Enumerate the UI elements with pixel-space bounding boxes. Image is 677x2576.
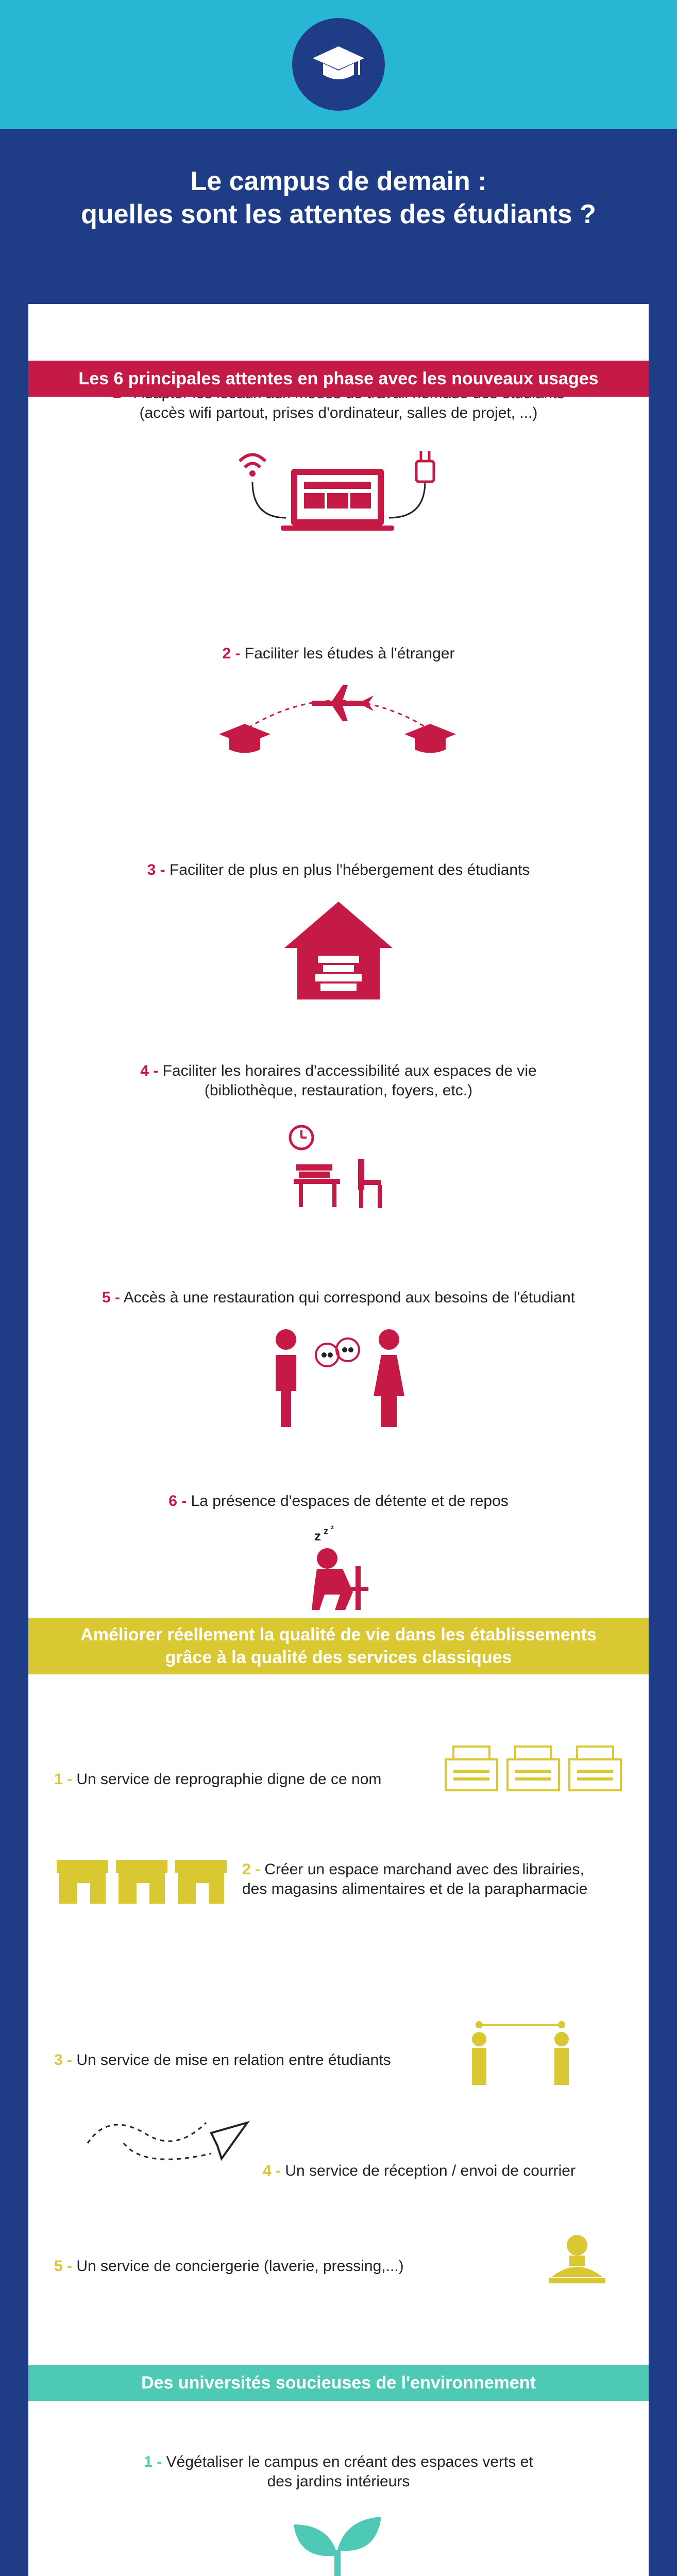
s1-item-2: 2 - Faciliter les études à l'étranger [222, 645, 455, 662]
svg-text:z: z [314, 1528, 321, 1544]
graduation-cap-icon [310, 44, 367, 85]
s2-item-4: 4 - Un service de réception / envoi de courrier [263, 2162, 576, 2179]
title-line-2: quelles sont les attentes des étudiants ? [81, 199, 596, 229]
shops-icon [54, 1855, 229, 1906]
people-talking-icon [270, 1324, 404, 1432]
section-2-header: Améliorer réellement la qualité de vie dans les établissements grâce à la qualité des services classiques [28, 1618, 649, 1674]
plane-graduation-caps-icon [188, 680, 487, 768]
connected-people-icon [464, 2020, 577, 2087]
right-border [649, 129, 677, 2576]
sprout-icon [289, 2514, 386, 2576]
s1-item-1: (accès wifi partout, prises d'ordinateur, salles de projet, ...) [139, 404, 538, 421]
s2-item-2: 2 - Créer un espace marchand avec des librairies, des magasins alimentaires et de la parapharmacie [242, 1861, 588, 1897]
sleeping-student-icon [304, 1525, 376, 1613]
title-line-1: Le campus de demain : [190, 166, 487, 196]
mail-plane-icon [82, 2112, 252, 2174]
s2-item-1: 1 - Un service de reprographie digne de ce nom [54, 1771, 382, 1788]
laptop-wifi-plug-icon [229, 440, 446, 533]
s2-item-3: 3 - Un service de mise en relation entre étudiants [54, 2052, 391, 2069]
graduation-cap-logo [292, 18, 385, 111]
s2-item-5: 5 - Un service de conciergerie (laverie, pressing,...) [54, 2258, 404, 2275]
printers-icon [443, 1744, 629, 1801]
house-books-icon [282, 899, 395, 1002]
svg-text:z: z [331, 1525, 334, 1531]
clock-desk-icon [286, 1123, 389, 1211]
svg-text:z: z [324, 1526, 328, 1536]
concierge-bell-icon [546, 2231, 608, 2287]
s3-item-1: 1 - Végétaliser le campus en créant des espaces verts et des jardins intérieurs [144, 2453, 533, 2490]
section-1-header: Les 6 principales attentes en phase avec les nouveaux usages [28, 361, 649, 397]
s1-item-4: 4 - Faciliter les horaires d'accessibilité aux espaces de vie (bibliothèque, restauration, foyers, etc.) [140, 1062, 537, 1099]
section-3-header: Des universités soucieuses de l'environnement [28, 2365, 649, 2401]
left-border [0, 129, 28, 2576]
s1-item-5: 5 - Accès à une restauration qui correspond aux besoins de l'étudiant [102, 1289, 575, 1306]
page-title [31, 165, 646, 231]
s1-item-3: 3 - Faciliter de plus en plus l'hébergement des étudiants [147, 861, 530, 878]
s1-item-6: 6 - La présence d'espaces de détente et de repos [168, 1493, 509, 1510]
